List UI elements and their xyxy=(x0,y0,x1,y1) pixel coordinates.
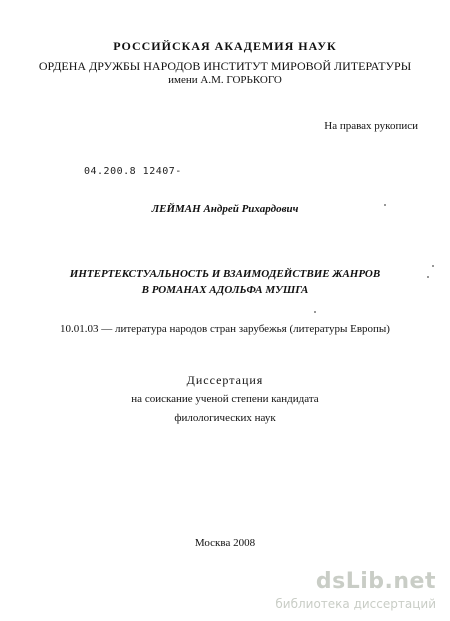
academy-name: РОССИЙСКАЯ АКАДЕМИЯ НАУК xyxy=(113,39,337,53)
manuscript-rights-note: На правах рукописи xyxy=(324,120,418,132)
scan-speck xyxy=(432,265,434,267)
watermark-logo: dsLib.net xyxy=(315,569,436,594)
place-and-year: Москва 2008 xyxy=(194,537,256,549)
scan-speck xyxy=(427,276,429,278)
specialty-code: 10.01.03 — литература народов стран зарубежья (литературы Европы) xyxy=(60,323,390,335)
library-stamp: 04.200.8 12407- xyxy=(84,166,182,177)
institute-name: ОРДЕНА ДРУЖБЫ НАРОДОВ ИНСТИТУТ МИРОВОЙ ЛИТЕРАТУРЫ xyxy=(38,59,412,73)
watermark-subtitle: библиотека диссертаций xyxy=(275,597,436,611)
dissertation-title-line-1: ИНТЕРТЕКСТУАЛЬНОСТЬ И ВЗАИМОДЕЙСТВИЕ ЖАНРОВ xyxy=(69,268,381,280)
document-type: Диссертация xyxy=(186,373,264,387)
dissertation-title-line-2: В РОМАНАХ АДОЛЬФА МУШГА xyxy=(141,284,309,296)
author-name: ЛЕЙМАН Андрей Рихардович xyxy=(151,203,299,215)
degree-line-2: филологических наук xyxy=(174,412,276,424)
scan-speck xyxy=(384,204,386,206)
degree-line-1: на соискание ученой степени кандидата xyxy=(131,393,319,405)
dslib-watermark xyxy=(275,570,436,612)
scan-speck xyxy=(314,311,316,313)
institute-named-after: имени А.М. ГОРЬКОГО xyxy=(168,74,282,86)
